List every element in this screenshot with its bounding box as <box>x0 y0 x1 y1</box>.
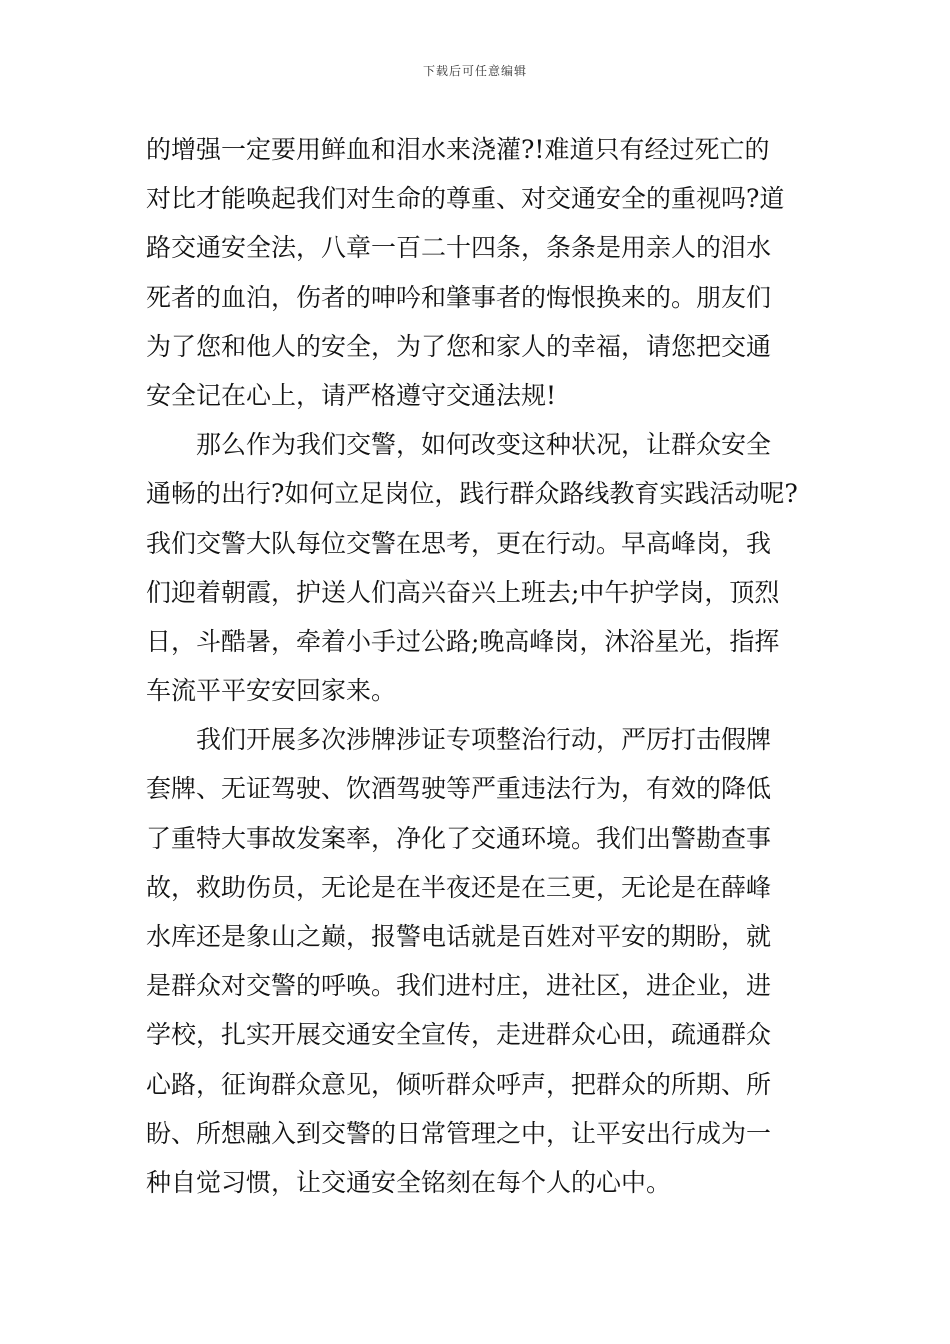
text-line: 我们交警大队每位交警在思考，更在行动。早高峰岗，我 <box>146 528 772 558</box>
text-line: 盼、所想融入到交警的日常管理之中，让平安出行成为一 <box>146 1118 772 1148</box>
text-line: 死者的血泊，伤者的呻吟和肇事者的悔恨换来的。朋友们 <box>146 282 772 312</box>
text-line: 的增强一定要用鲜血和泪水来浇灌?!难道只有经过死亡的 <box>146 135 770 164</box>
text-line: 了重特大事故发案率，净化了交通环境。我们出警勘查事 <box>146 823 772 853</box>
page-header: 下载后可任意编辑 <box>422 64 527 78</box>
document-body <box>146 125 826 1207</box>
text-line: 我们开展多次涉牌涉证专项整治行动，严厉打击假牌 <box>196 725 772 755</box>
text-line: 车流平平安安回家来。 <box>146 676 397 706</box>
text-line: 种自觉习惯，让交通安全铭刻在每个人的心中。 <box>146 1167 672 1197</box>
text-line: 为了您和他人的安全，为了您和家人的幸福，请您把交通 <box>146 331 772 361</box>
text-line: 故，救助伤员，无论是在半夜还是在三更，无论是在薛峰 <box>146 872 772 902</box>
text-line: 路交通安全法，八章一百二十四条，条条是用亲人的泪水 <box>146 233 772 263</box>
text-line: 对比才能唤起我们对生命的尊重、对交通安全的重视吗?道 <box>146 184 785 214</box>
text-line: 日，斗酷暑，牵着小手过公路;晚高峰岗，沐浴星光，指挥 <box>146 626 780 656</box>
text-line: 是群众对交警的呼唤。我们进村庄，进社区，进企业，进 <box>146 971 772 1001</box>
text-line: 心路，征询群众意见，倾听群众呼声，把群众的所期、所 <box>146 1069 772 1099</box>
paragraph-1 <box>146 125 826 420</box>
text-line: 安全记在心上，请严格遵守交通法规! <box>146 380 557 410</box>
text-line: 水库还是象山之巅，报警电话就是百姓对平安的期盼，就 <box>146 922 772 951</box>
paragraph-3 <box>146 715 826 1207</box>
text-line: 套牌、无证驾驶、饮酒驾驶等严重违法行为，有效的降低 <box>146 774 772 804</box>
text-line: 通畅的出行?如何立足岗位，践行群众路线教育实践活动呢? <box>146 479 798 509</box>
text-line: 学校，扎实开展交通安全宣传，走进群众心田，疏通群众 <box>146 1020 772 1050</box>
paragraph-2 <box>146 420 826 715</box>
text-line: 那么作为我们交警，如何改变这种状况，让群众安全 <box>196 430 772 460</box>
text-line: 们迎着朝霞，护送人们高兴奋兴上班去;中午护学岗，顶烈 <box>146 577 780 607</box>
